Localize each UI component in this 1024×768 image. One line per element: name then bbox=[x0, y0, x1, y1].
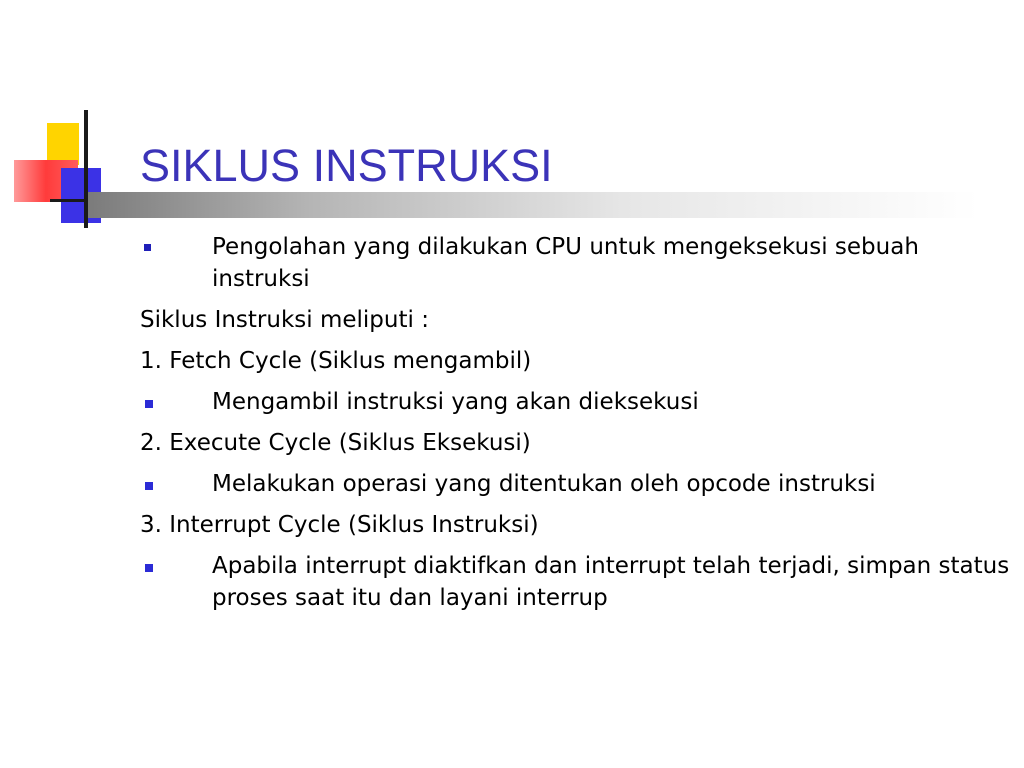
list-item bbox=[140, 386, 1010, 418]
list-item bbox=[140, 509, 1010, 541]
list-item-text: 2. Execute Cycle (Siklus Eksekusi) bbox=[140, 430, 531, 456]
square-bullet-icon bbox=[145, 400, 153, 408]
list-item-text: Siklus Instruksi meliputi : bbox=[140, 307, 429, 333]
square-bullet-icon bbox=[145, 482, 153, 490]
title-underline bbox=[88, 192, 978, 218]
list-item bbox=[140, 468, 1010, 500]
list-item-text: Pengolahan yang dilakukan CPU untuk mengeksekusi sebuah instruksi bbox=[212, 234, 919, 292]
list-item-text: 1. Fetch Cycle (Siklus mengambil) bbox=[140, 348, 532, 374]
list-item bbox=[140, 345, 1010, 377]
square-bullet-icon bbox=[145, 564, 153, 572]
list-item bbox=[140, 231, 1010, 295]
list-item-text: Melakukan operasi yang ditentukan oleh opcode instruksi bbox=[212, 471, 876, 497]
list-item bbox=[140, 550, 1010, 614]
square-bullet-icon bbox=[144, 244, 151, 251]
slide-title: SIKLUS INSTRUKSI bbox=[140, 140, 553, 191]
list-item-text: Mengambil instruksi yang akan dieksekusi bbox=[212, 389, 699, 415]
list-item-text: Apabila interrupt diaktifkan dan interrupt telah terjadi, simpan status proses saat itu dan layani interrup bbox=[212, 553, 1010, 611]
list-item bbox=[140, 427, 1010, 459]
slide-content bbox=[140, 231, 1010, 614]
list-item bbox=[140, 304, 1010, 336]
logo-yellow-square bbox=[47, 123, 79, 165]
list-item-text: 3. Interrupt Cycle (Siklus Instruksi) bbox=[140, 512, 539, 538]
